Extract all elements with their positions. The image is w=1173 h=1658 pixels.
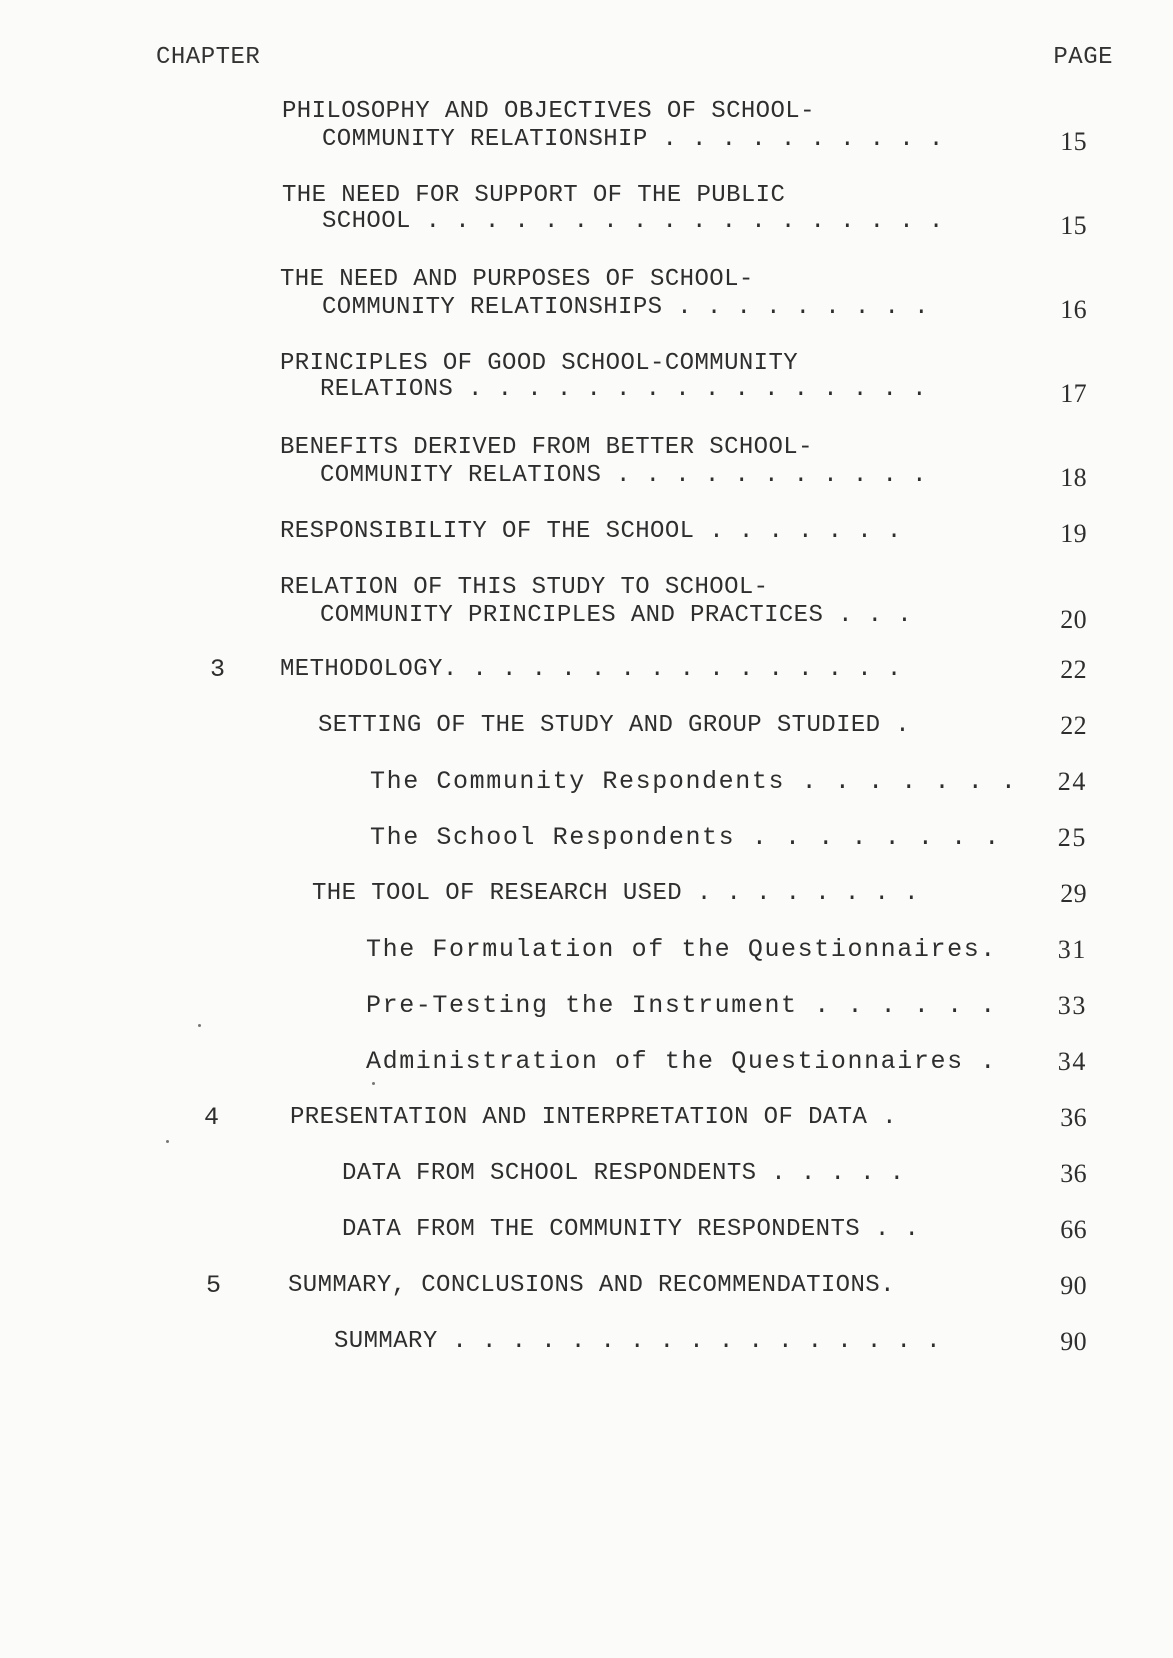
toc-entry-page: 33 (1057, 991, 1087, 1020)
scan-speck (198, 1024, 201, 1027)
toc-entry-page: 15 (1060, 127, 1087, 156)
toc-entry-title-line1: PHILOSOPHY AND OBJECTIVES OF SCHOOL- (282, 98, 815, 125)
chapter-column-header: CHAPTER (156, 44, 261, 71)
toc-entry-page: 34 (1057, 1047, 1087, 1076)
toc-entry-title: The School Respondents . . . . . . . . (370, 823, 1001, 852)
toc-entry-page: 90 (1060, 1271, 1087, 1300)
scan-speck (166, 1140, 169, 1143)
toc-entry-page: 15 (1060, 211, 1087, 240)
toc-entry-title: THE TOOL OF RESEARCH USED . . . . . . . . (312, 880, 919, 907)
toc-entry-page: 90 (1060, 1327, 1087, 1356)
toc-entry-title-line1: PRINCIPLES OF GOOD SCHOOL-COMMUNITY (280, 350, 799, 377)
toc-entry-title: Administration of the Questionnaires . (366, 1047, 997, 1076)
toc-entry-page: 22 (1060, 655, 1087, 684)
toc-entry-page: 18 (1060, 463, 1087, 492)
toc-entry-page: 17 (1060, 379, 1087, 408)
toc-entry-title-line1: THE NEED AND PURPOSES OF SCHOOL- (280, 266, 754, 293)
toc-entry-page: 36 (1060, 1159, 1087, 1188)
scan-speck (372, 1082, 375, 1085)
toc-entry-page: 36 (1060, 1103, 1087, 1132)
toc-entry-title: Pre-Testing the Instrument . . . . . . (366, 991, 997, 1020)
toc-entry-page: 25 (1057, 823, 1087, 852)
toc-entry-title: The Community Respondents . . . . . . . (370, 767, 1018, 796)
toc-entry-title-line2: COMMUNITY PRINCIPLES AND PRACTICES . . . (320, 602, 913, 629)
toc-entry-title: SETTING OF THE STUDY AND GROUP STUDIED . (318, 712, 911, 739)
toc-entry-title: METHODOLOGY. . . . . . . . . . . . . . . . (280, 656, 902, 683)
toc-entry-title-line1: THE NEED FOR SUPPORT OF THE PUBLIC (282, 182, 786, 209)
toc-entry-page: 22 (1060, 711, 1087, 740)
toc-entry-title-line1: BENEFITS DERIVED FROM BETTER SCHOOL- (280, 434, 813, 461)
toc-entry-title-line2: COMMUNITY RELATIONS . . . . . . . . . . . (320, 462, 927, 489)
toc-entry-page: 19 (1060, 519, 1087, 548)
toc-entry-page: 20 (1060, 605, 1087, 634)
toc-entry-title-line2: RELATIONS . . . . . . . . . . . . . . . . (320, 376, 927, 403)
toc-entry-title: DATA FROM SCHOOL RESPONDENTS . . . . . (342, 1160, 905, 1187)
toc-entry-title-line2: COMMUNITY RELATIONSHIP . . . . . . . . . . (322, 126, 944, 153)
toc-entry-title-line1: RELATION OF THIS STUDY TO SCHOOL- (280, 574, 769, 601)
toc-entry-page: 29 (1060, 879, 1087, 908)
toc-entry-page: 66 (1060, 1215, 1087, 1244)
page-column-header: PAGE (1053, 44, 1113, 71)
toc-entry-title: SUMMARY, CONCLUSIONS AND RECOMMENDATIONS. (288, 1272, 895, 1299)
toc-entry-page: 24 (1057, 767, 1087, 796)
toc-entry-page: 31 (1057, 935, 1087, 964)
toc-entry-page: 16 (1060, 295, 1087, 324)
toc-entry-title: The Formulation of the Questionnaires. (366, 935, 997, 964)
toc-entry-title-line2: COMMUNITY RELATIONSHIPS . . . . . . . . . (322, 294, 929, 321)
toc-entry-title: SUMMARY . . . . . . . . . . . . . . . . . (334, 1328, 941, 1355)
toc-entry-title: RESPONSIBILITY OF THE SCHOOL . . . . . . . (280, 518, 902, 545)
chapter-number: 5 (206, 1271, 222, 1300)
chapter-number: 4 (204, 1103, 220, 1132)
toc-entry-title-line2: SCHOOL . . . . . . . . . . . . . . . . . . (322, 208, 944, 235)
toc-entry-title: PRESENTATION AND INTERPRETATION OF DATA . (290, 1104, 897, 1131)
toc-entry-title: DATA FROM THE COMMUNITY RESPONDENTS . . (342, 1216, 920, 1243)
chapter-number: 3 (210, 655, 226, 684)
